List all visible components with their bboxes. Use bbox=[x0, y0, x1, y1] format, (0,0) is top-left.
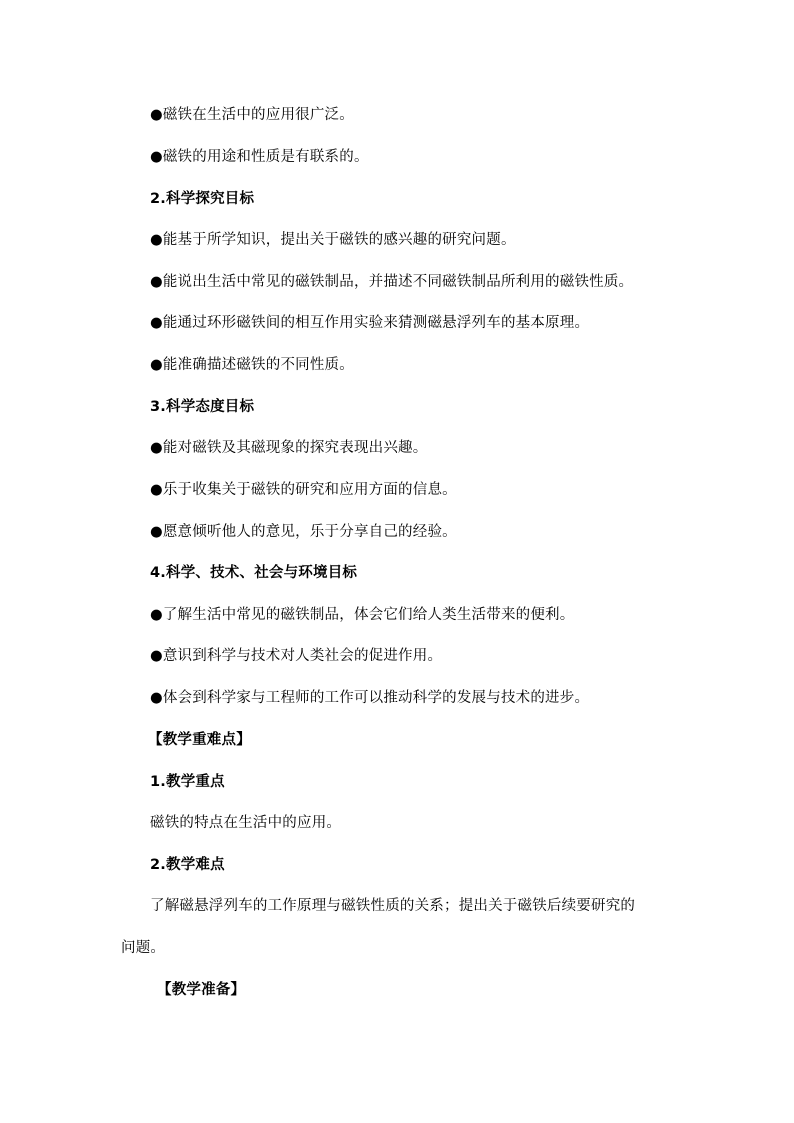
section-heading: 3.科学态度目标 bbox=[150, 399, 255, 415]
bullet-item: ●乐于收集关于磁铁的研究和应用方面的信息。 bbox=[150, 482, 457, 498]
section-heading: 1.教学重点 bbox=[150, 774, 225, 790]
section-heading: 2.教学难点 bbox=[150, 857, 225, 873]
bullet-item: ●磁铁的用途和性质是有联系的。 bbox=[150, 149, 369, 165]
bullet-item: ●愿意倾听他人的意见，乐于分享自己的经验。 bbox=[150, 524, 457, 540]
bullet-item: ●能通过环形磁铁间的相互作用实验来猜测磁悬浮列车的基本原理。 bbox=[150, 315, 590, 331]
body-text: 问题。 bbox=[121, 940, 166, 956]
section-heading: 【教学重难点】 bbox=[148, 732, 251, 748]
body-text: 了解磁悬浮列车的工作原理与磁铁性质的关系；提出关于磁铁后续要研究的 bbox=[150, 898, 636, 914]
section-heading: 2.科学探究目标 bbox=[150, 191, 255, 207]
bullet-item: ●能基于所学知识，提出关于磁铁的感兴趣的研究问题。 bbox=[150, 232, 516, 248]
body-text: 磁铁的特点在生活中的应用。 bbox=[150, 815, 342, 831]
bullet-item: ●磁铁在生活中的应用很广泛。 bbox=[150, 107, 354, 123]
bullet-item: ●能对磁铁及其磁现象的探究表现出兴趣。 bbox=[150, 440, 428, 456]
section-heading: 4.科学、技术、社会与环境目标 bbox=[150, 565, 358, 581]
bullet-item: ●了解生活中常见的磁铁制品，体会它们给人类生活带来的便利。 bbox=[150, 607, 575, 623]
bullet-item: ●意识到科学与技术对人类社会的促进作用。 bbox=[150, 648, 443, 664]
bullet-item: ●能说出生活中常见的磁铁制品，并描述不同磁铁制品所利用的磁铁性质。 bbox=[150, 274, 634, 290]
section-heading: 【教学准备】 bbox=[157, 982, 246, 998]
bullet-item: ●能准确描述磁铁的不同性质。 bbox=[150, 357, 354, 373]
bullet-item: ●体会到科学家与工程师的工作可以推动科学的发展与技术的进步。 bbox=[150, 690, 590, 706]
